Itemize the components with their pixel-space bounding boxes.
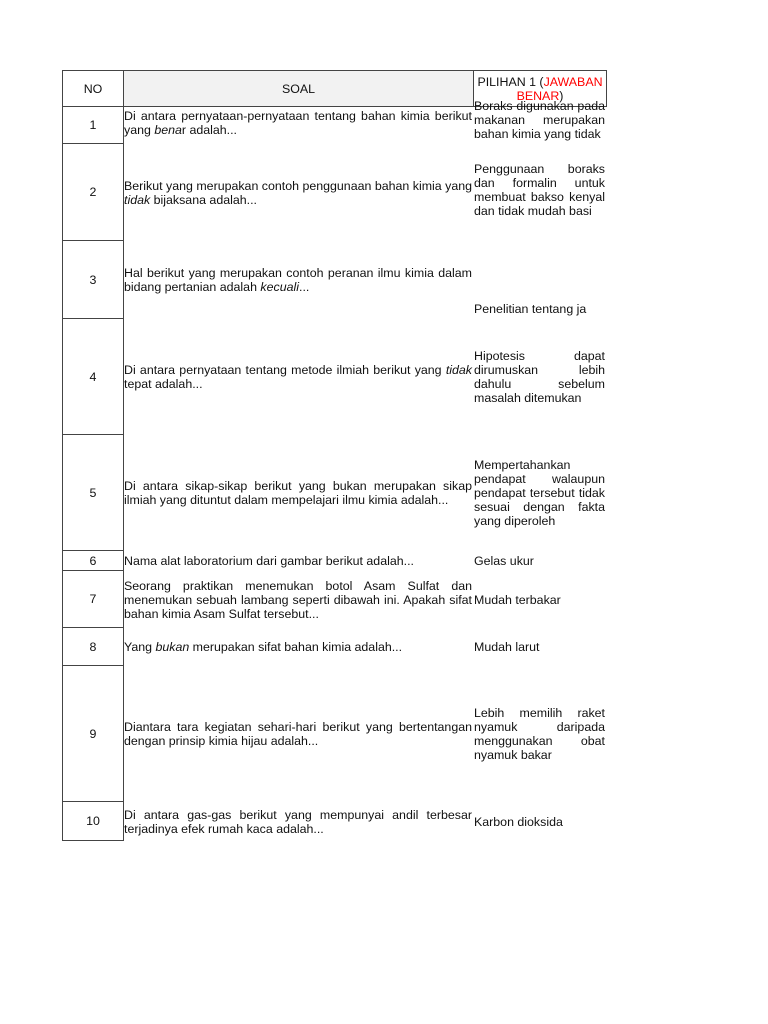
question-emphasis: bukan — [155, 640, 190, 654]
question-text-end: tepat adalah... — [124, 377, 203, 391]
answer-cell — [474, 435, 605, 551]
question-text: Seorang praktikan menemukan botol Asam Sulfat dan menemukan sebuah lambang seperti dibawah ini. Apakah sifat bahan kimia Asam Sulfat tersebut... — [124, 578, 472, 621]
answer-text: Gelas ukur — [474, 554, 534, 568]
answer-text: Mempertahankan pendapat walaupun pendapat tersebut tidak sesuai dengan fakta yang diperoleh — [474, 458, 605, 528]
header-soal-label: SOAL — [281, 81, 316, 96]
question-text: Di antara pernyataan tentang metode ilmiah berikut yang — [124, 363, 446, 377]
row-number: 6 — [62, 551, 124, 571]
answer-text: Penelitian tentang ja — [474, 302, 587, 316]
question-text: Diantara tara kegiatan sehari-hari berikut yang bertentangan dengan prinsip kimia hijau adalah... — [124, 720, 472, 748]
header-pilihan-highlight: JAWABAN BENAR — [516, 74, 603, 103]
answer-text: Karbon dioksida — [474, 814, 563, 829]
header-pilihan-prefix: PILIHAN 1 ( — [477, 74, 544, 89]
row-number: 10 — [62, 802, 124, 841]
row-number: 9 — [62, 666, 124, 802]
question-emphasis: bena — [154, 123, 182, 137]
question-cell — [124, 551, 472, 571]
question-text: Berikut yang merupakan contoh penggunaan bahan kimia yang — [124, 178, 472, 193]
question-text-end: merupakan sifat bahan kimia adalah... — [189, 640, 403, 654]
answer-cell — [474, 666, 605, 802]
question-cell — [124, 571, 472, 628]
question-text-end: r adalah... — [181, 123, 237, 137]
answer-text: Boraks digunakan pada makanan merupakan bahan kimia yang tidak — [474, 99, 605, 141]
answer-text: Hipotesis dapat dirumuskan lebih dahulu sebelum masalah ditemukan — [474, 349, 605, 405]
answer-cell — [474, 571, 605, 628]
question-emphasis: kecuali — [260, 280, 299, 294]
question-text: Nama alat laboratorium dari gambar berikut adalah... — [124, 554, 414, 568]
row-number: 7 — [62, 571, 124, 628]
question-emphasis: tidak — [445, 363, 472, 377]
answer-text: Mudah larut — [474, 640, 540, 654]
header-pilihan-suffix: ) — [559, 88, 564, 103]
answer-text: Lebih memilih raket nyamuk daripada menggunakan obat nyamuk bakar — [474, 706, 605, 762]
row-number: 3 — [62, 241, 124, 319]
answer-cell — [474, 802, 605, 841]
table-row — [62, 666, 607, 802]
table-row — [62, 551, 607, 571]
header-soal — [123, 70, 474, 107]
table-row — [62, 144, 607, 241]
question-emphasis: tidak — [124, 192, 151, 207]
table-row — [62, 802, 607, 841]
table-row — [62, 628, 607, 666]
question-cell — [124, 802, 472, 841]
answer-cell — [474, 144, 605, 241]
question-text: Di antara gas-gas berikut yang mempunyai andil terbesar terjadinya efek rumah kaca adalah... — [124, 807, 472, 836]
row-number: 5 — [62, 435, 124, 551]
answer-cell — [474, 551, 605, 571]
answer-cell — [474, 241, 605, 319]
question-text-end: bijaksana adalah... — [150, 192, 257, 207]
row-number: 8 — [62, 628, 124, 666]
question-text: Di antara pernyataan-pernyataan tentang bahan kimia berikut yang — [124, 109, 472, 137]
question-cell — [124, 435, 472, 551]
answer-text: Mudah terbakar — [474, 592, 561, 607]
row-number: 1 — [62, 107, 124, 144]
question-text-end: ... — [299, 280, 310, 294]
answer-cell — [474, 99, 605, 144]
answer-text: Penggunaan boraks dan formalin untuk membuat bakso kenyal dan tidak mudah basi — [474, 162, 605, 218]
table-row — [62, 571, 607, 628]
header-no-label: NO — [83, 81, 103, 96]
question-text: Yang — [124, 640, 156, 654]
question-cell — [124, 107, 472, 144]
row-number: 4 — [62, 319, 124, 435]
question-cell — [124, 666, 472, 802]
answer-cell — [474, 628, 605, 666]
table-row — [62, 241, 607, 319]
question-text: Di antara sikap-sikap berikut yang bukan merupakan sikap ilmiah yang dituntut dalam mempelajari ilmu kimia adalah... — [124, 479, 472, 507]
table-row — [62, 319, 607, 435]
table-row — [62, 435, 607, 551]
question-cell — [124, 144, 472, 241]
row-number: 2 — [62, 144, 124, 241]
answer-cell — [474, 319, 605, 435]
header-no — [62, 70, 124, 107]
question-cell — [124, 319, 472, 435]
question-text: Hal berikut yang merupakan contoh peranan ilmu kimia dalam bidang pertanian adalah — [124, 266, 472, 294]
question-cell — [124, 628, 472, 666]
question-cell — [124, 241, 472, 319]
table-row — [62, 99, 607, 144]
